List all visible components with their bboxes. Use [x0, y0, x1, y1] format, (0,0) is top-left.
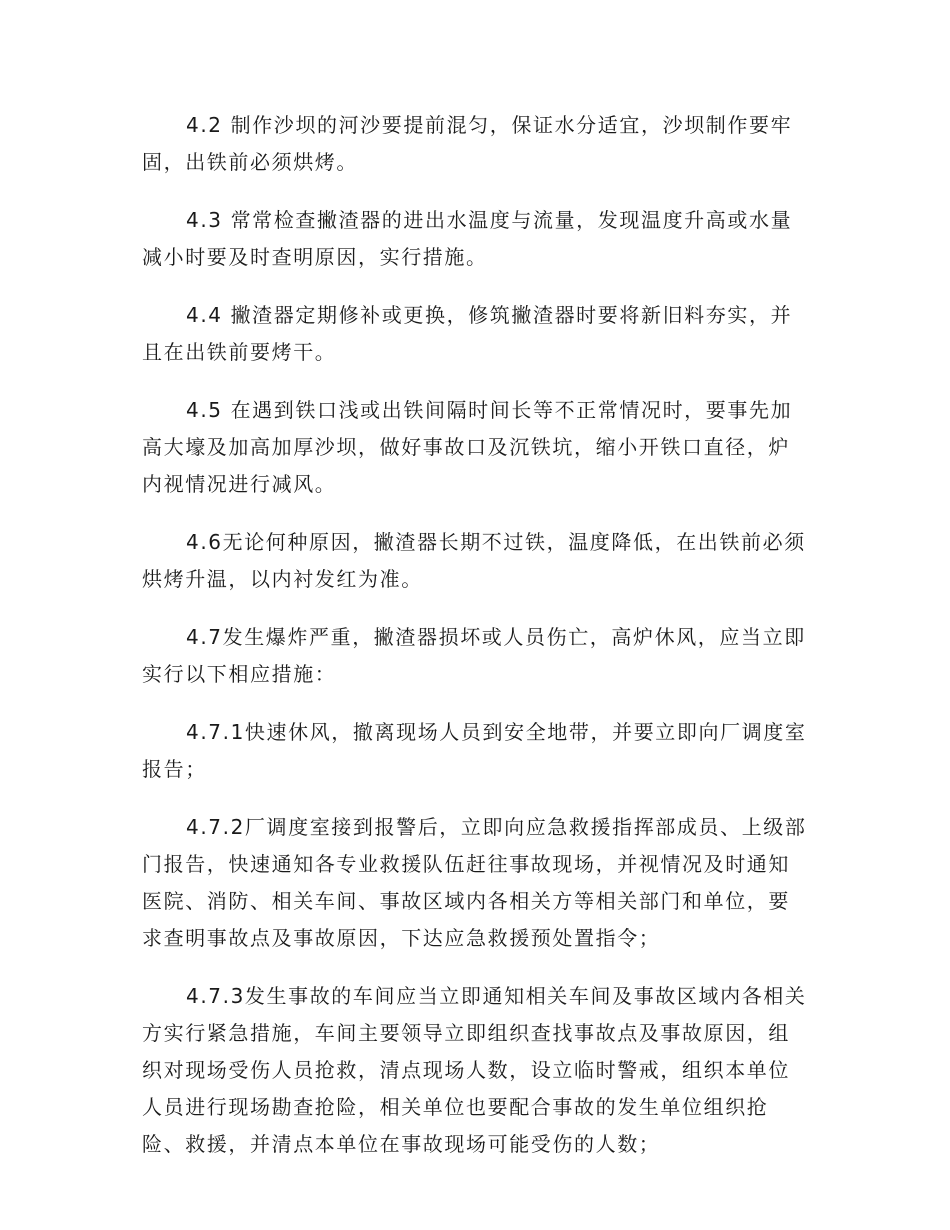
paragraph-4-5	[142, 392, 810, 503]
paragraph-4-7-3	[142, 978, 810, 1163]
paragraph-4-4	[142, 297, 810, 371]
paragraph-line: 织对现场受伤人员抢救，清点现场人数，设立临时警戒，组织本单位	[142, 1058, 790, 1082]
paragraph-line: 减小时要及时查明原因，实行措施。	[142, 245, 488, 269]
paragraph-4-7	[142, 619, 810, 693]
paragraph-line: 险、救援，并清点本单位在事故现场可能受伤的人数；	[142, 1132, 661, 1156]
paragraph-line: 实行以下相应措施：	[142, 662, 337, 686]
paragraph-line: 报告；	[142, 757, 207, 781]
paragraph-line: 固，出铁前必须烘烤。	[142, 150, 358, 174]
paragraph-line: 4.2 制作沙坝的河沙要提前混匀，保证水分适宜，沙坝制作要牢	[186, 113, 793, 137]
paragraph-line: 4.5 在遇到铁口浅或出铁间隔时间长等不正常情况时，要事先加	[186, 398, 793, 422]
paragraph-line: 且在出铁前要烤干。	[142, 340, 337, 364]
paragraph-line: 4.7.2厂调度室接到报警后，立即向应急救援指挥部成员、上级部	[186, 815, 807, 839]
paragraph-line: 方实行紧急措施，车间主要领导立即组织查找事故点及事故原因，组	[142, 1021, 790, 1045]
paragraph-line: 烘烤升温，以内衬发红为准。	[142, 567, 423, 591]
paragraph-line: 人员进行现场勘查抢险，相关单位也要配合事故的发生单位组织抢	[142, 1095, 769, 1119]
document-body	[142, 107, 810, 1184]
paragraph-line: 门报告，快速通知各专业救援队伍赶往事故现场，并视情况及时通知	[142, 852, 790, 876]
paragraph-line: 4.3 常常检查撇渣器的进出水温度与流量，发现温度升高或水量	[186, 208, 793, 232]
paragraph-4-3	[142, 202, 810, 276]
paragraph-line: 高大壕及加高加厚沙坝，做好事故口及沉铁坑，缩小开铁口直径，炉	[142, 435, 790, 459]
paragraph-4-2	[142, 107, 810, 181]
paragraph-line: 4.7发生爆炸严重，撇渣器损坏或人员伤亡，高炉休风，应当立即	[186, 625, 806, 649]
paragraph-line: 医院、消防、相关车间、事故区域内各相关方等相关部门和单位，要	[142, 889, 790, 913]
paragraph-4-7-2	[142, 809, 810, 957]
paragraph-line: 4.7.3发生事故的车间应当立即通知相关车间及事故区域内各相关	[186, 984, 807, 1008]
paragraph-line: 求查明事故点及事故原因，下达应急救援预处置指令；	[142, 926, 661, 950]
paragraph-line: 4.7.1快速休风，撤离现场人员到安全地带，并要立即向厂调度室	[186, 720, 807, 744]
paragraph-line: 4.6无论何种原因，撇渣器长期不过铁，温度降低，在出铁前必须	[186, 530, 806, 554]
paragraph-4-7-1	[142, 714, 810, 788]
paragraph-line: 4.4 撇渣器定期修补或更换，修筑撇渣器时要将新旧料夯实，并	[186, 303, 793, 327]
paragraph-line: 内视情况进行减风。	[142, 472, 337, 496]
paragraph-4-6	[142, 524, 810, 598]
